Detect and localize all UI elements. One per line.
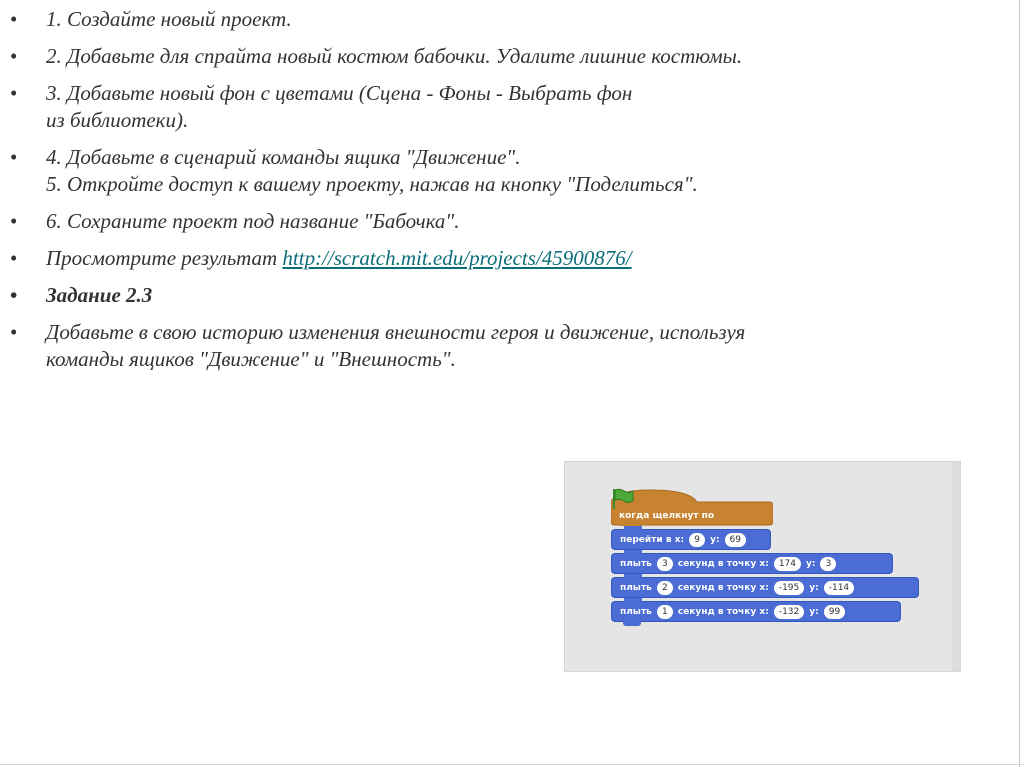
bullet-dot: • [10,320,18,344]
y-input[interactable]: 69 [725,533,746,547]
block-text: секунд в точку x: [677,606,769,617]
scratch-script-screenshot [564,461,961,672]
list-item [10,6,970,33]
item-text: из библиотеки). [46,108,189,132]
list-item [10,80,970,134]
item-text: 1. Создайте новый проект. [46,7,292,31]
block-glide-3 [611,601,901,622]
block-text: секунд в точку x: [677,558,769,569]
bullet-dot: • [10,283,18,307]
bullet-dot: • [10,246,18,270]
item-text: 6. Сохраните проект под название "Бабочка". [46,209,460,233]
scratch-scrollbar [952,462,960,671]
bullet-dot: • [10,81,18,105]
block-glide-2 [611,577,919,598]
block-go-to-xy [611,529,771,550]
task-heading: Задание 2.3 [46,283,153,307]
block-text: плыть [620,558,652,569]
y-input[interactable]: -114 [824,581,854,595]
bullet-dot: • [10,145,18,169]
block-stack-bottom-notch [623,621,641,626]
list-item [10,144,970,198]
item-text: команды ящиков "Движение" и "Внешность". [46,347,456,371]
item-text: 5. Откройте доступ к вашему проекту, нажав на кнопку "Поделиться". [46,172,698,196]
seconds-input[interactable]: 2 [657,581,673,595]
block-text: плыть [620,582,652,593]
block-text: секунд в точку x: [677,582,769,593]
block-text: плыть [620,606,652,617]
block-glide-1 [611,553,893,574]
hat-block-when-flag-clicked [611,488,773,526]
item-text: 4. Добавьте в сценарий команды ящика "Движение". [46,145,521,169]
seconds-input[interactable]: 1 [657,605,673,619]
bullet-dot: • [10,7,18,31]
bullet-dot: • [10,44,18,68]
item-text [46,245,970,272]
slide-bottom-edge [0,764,1024,765]
block-text: перейти в x: [620,534,685,545]
list-item [10,319,970,373]
item-text: Добавьте в свою историю изменения внешности героя и движение, используя [46,320,746,344]
list-item [10,208,970,235]
x-input[interactable]: -195 [774,581,804,595]
green-flag-icon [611,488,635,510]
block-text: y: [809,582,819,593]
item-text: 3. Добавьте новый фон с цветами (Сцена - Фоны - Выбрать фон [46,81,633,105]
x-input[interactable]: 9 [689,533,705,547]
slide-right-edge [1019,0,1020,767]
item-text: 2. Добавьте для спрайта новый костюм бабочки. Удалите лишние костюмы. [46,44,743,68]
project-link[interactable]: http://scratch.mit.edu/projects/45900876/ [282,246,632,270]
block-text: y: [806,558,816,569]
x-input[interactable]: -132 [774,605,804,619]
list-item [10,282,970,309]
y-input[interactable]: 3 [820,557,836,571]
instruction-list [10,6,970,383]
list-item [10,245,970,272]
link-prefix: Просмотрите результат [46,246,283,270]
y-input[interactable]: 99 [824,605,845,619]
block-text: y: [809,606,819,617]
list-item [10,43,970,70]
hat-block-label: когда щелкнут по [619,511,715,521]
block-text: y: [710,534,720,545]
bullet-dot: • [10,209,18,233]
x-input[interactable]: 174 [774,557,801,571]
seconds-input[interactable]: 3 [657,557,673,571]
